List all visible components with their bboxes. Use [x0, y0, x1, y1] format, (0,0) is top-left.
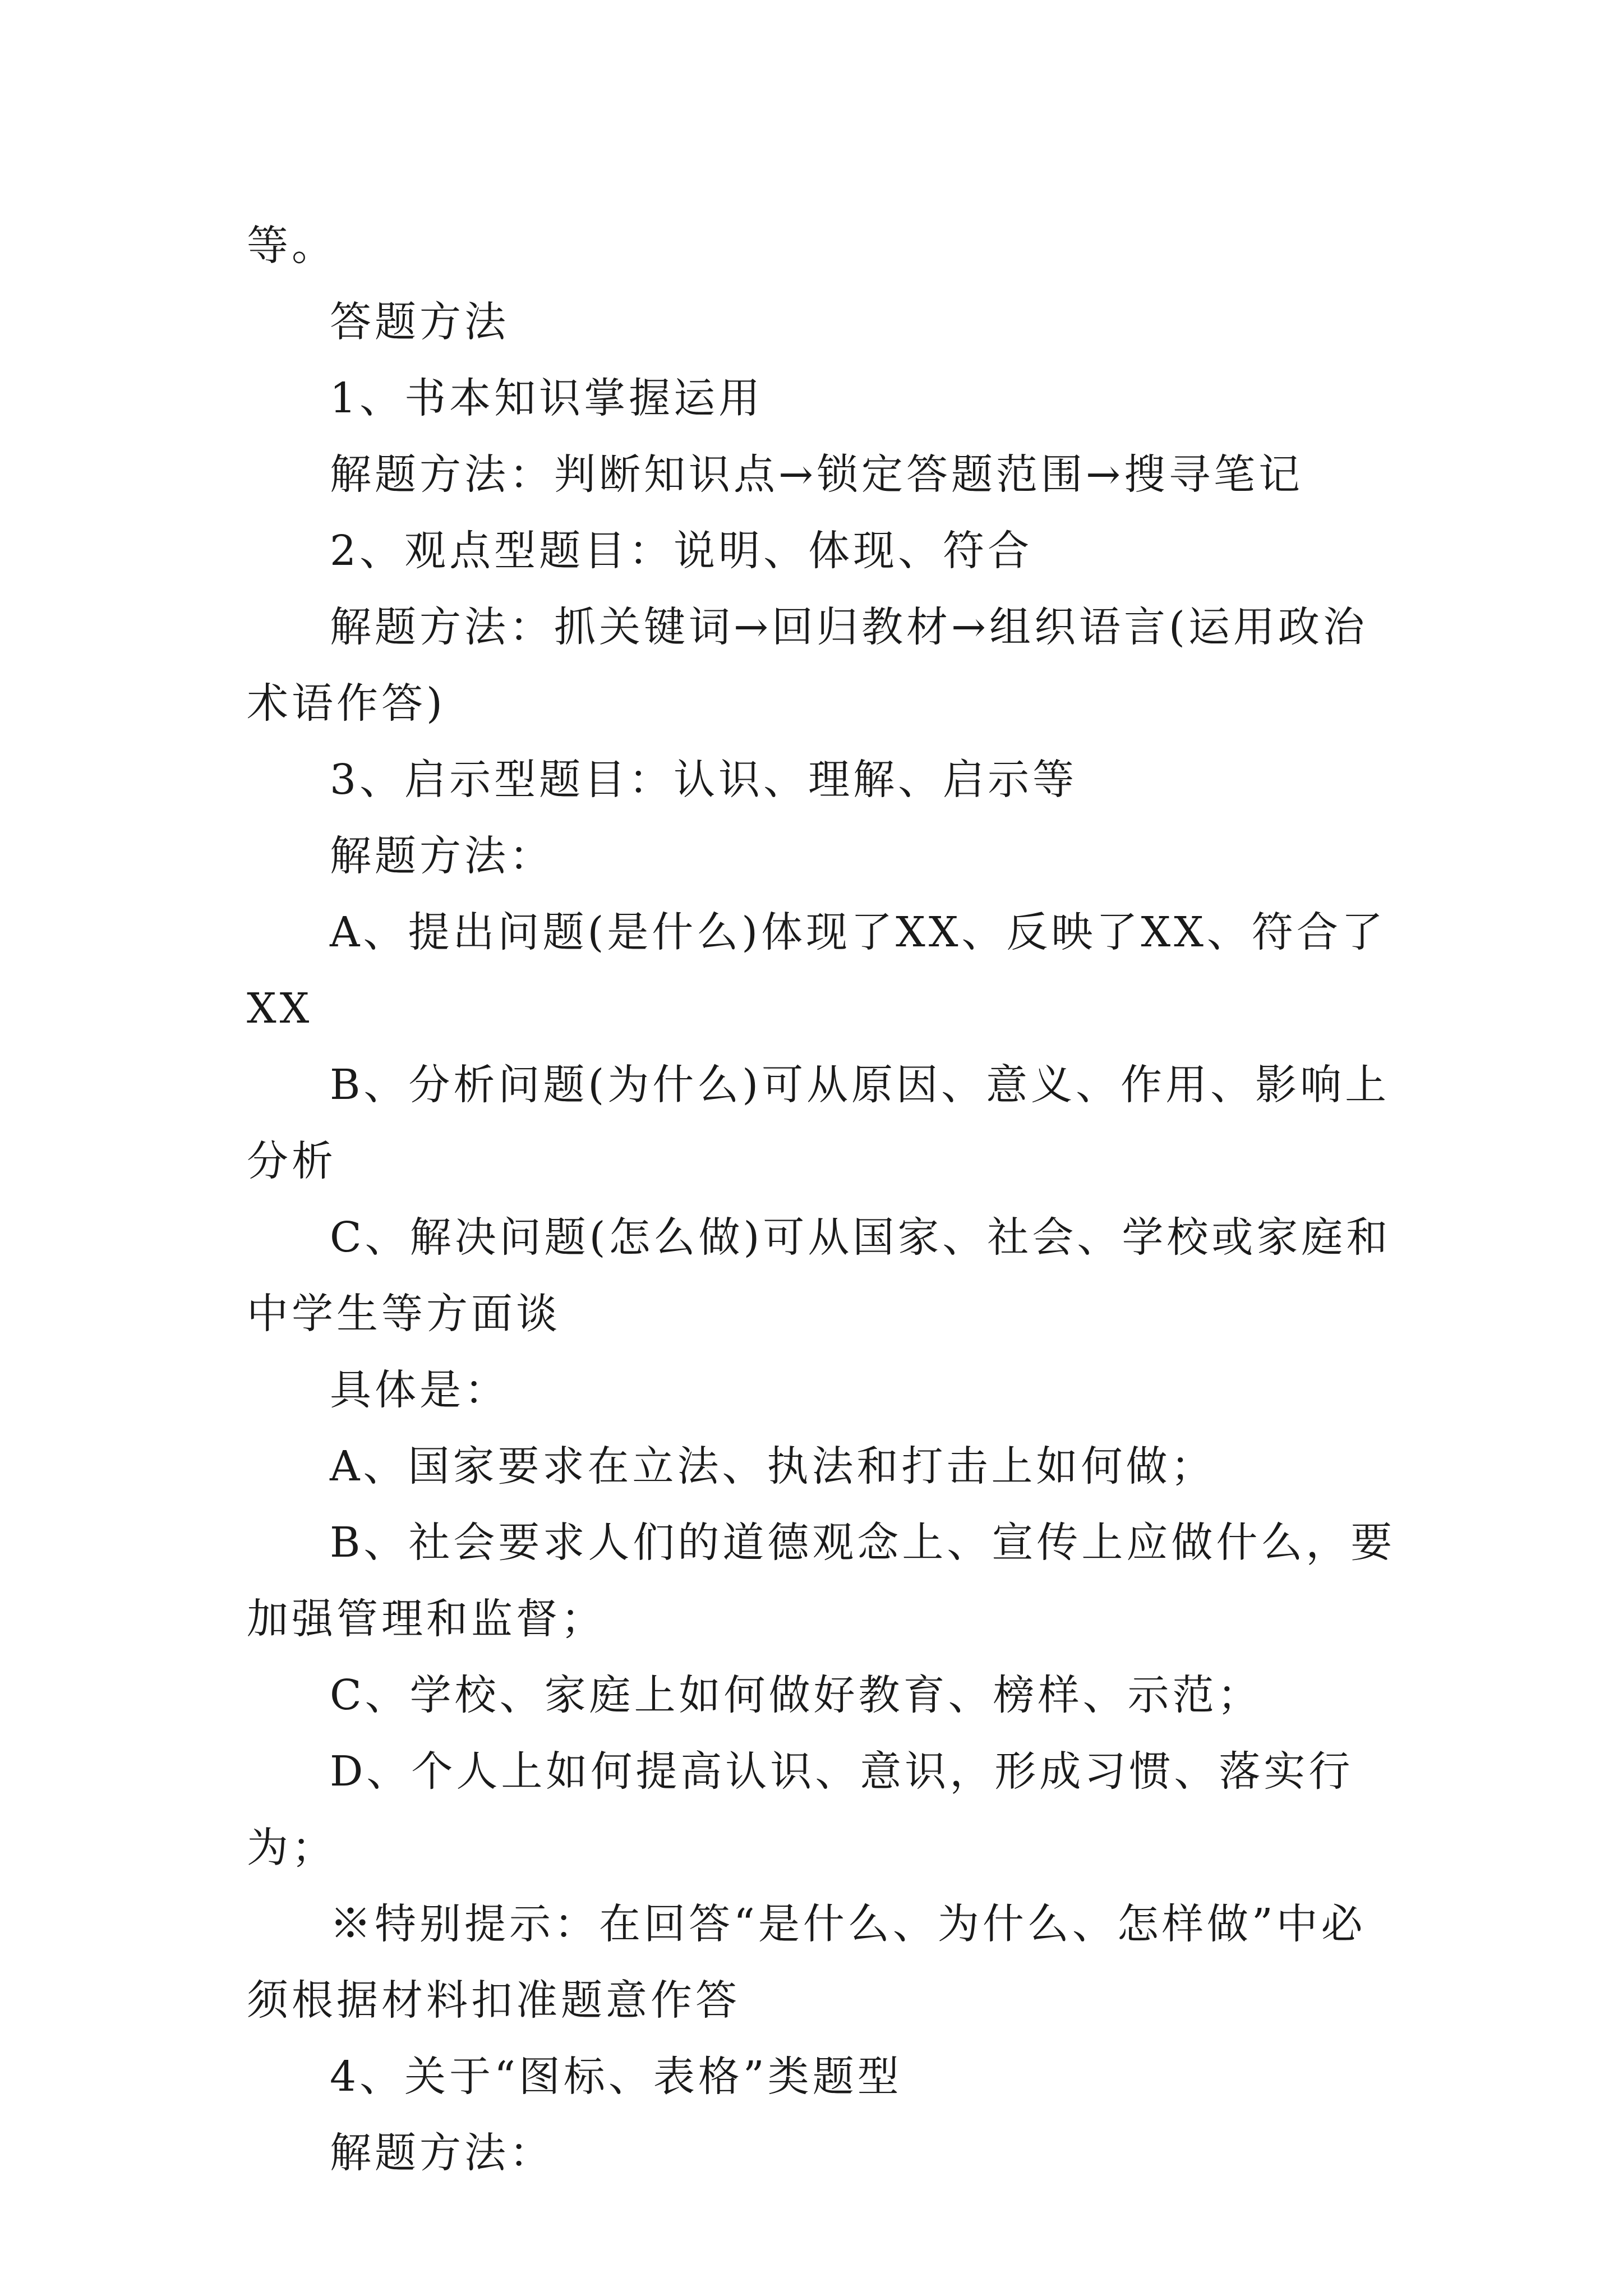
- item-1-method: 解题方法：判断知识点→锁定答题范围→搜寻笔记: [330, 450, 1304, 499]
- specific-a: A、国家要求在立法、执法和打击上如何做；: [330, 1442, 1216, 1490]
- item-3-heading: 3、启示型题目：认识、理解、启示等: [330, 756, 1078, 804]
- paragraph-continuation: 等。: [247, 222, 336, 270]
- specifics-label: 具体是：: [330, 1366, 509, 1414]
- item-2-heading: 2、观点型题目：说明、体现、符合: [330, 527, 1033, 575]
- item-3-step-b: B、分析问题(为什么)可从原因、意义、作用、影响上分析: [247, 1061, 1390, 1185]
- specific-b: B、社会要求人们的道德观念上、宣传上应做什么，要加强管理和监督；: [247, 1519, 1396, 1643]
- item-3-method-label: 解题方法：: [330, 832, 554, 880]
- special-tip: ※特别提示：在回答“是什么、为什么、怎样做”中必须根据材料扣准题意作答: [247, 1900, 1366, 2024]
- document-body: [247, 208, 1402, 2191]
- item-1-heading: 1、书本知识掌握运用: [330, 374, 764, 422]
- specific-d: D、个人上如何提高认识、意识，形成习惯、落实行为；: [247, 1747, 1354, 1872]
- item-3-step-a: A、提出问题(是什么)体现了XX、反映了XX、符合了XX: [247, 908, 1386, 1033]
- specific-c: C、学校、家庭上如何做好教育、榜样、示范；: [330, 1671, 1262, 1719]
- item-3-step-c: C、解决问题(怎么做)可从国家、社会、学校或家庭和中学生等方面谈: [247, 1213, 1391, 1338]
- item-4-heading: 4、关于“图标、表格”类题型: [330, 2053, 902, 2101]
- heading-answer-method: 答题方法: [330, 298, 509, 346]
- item-2-method: 解题方法：抓关键词→回归教材→组织语言(运用政治术语作答): [247, 603, 1368, 728]
- item-4-method-label: 解题方法：: [330, 2129, 554, 2177]
